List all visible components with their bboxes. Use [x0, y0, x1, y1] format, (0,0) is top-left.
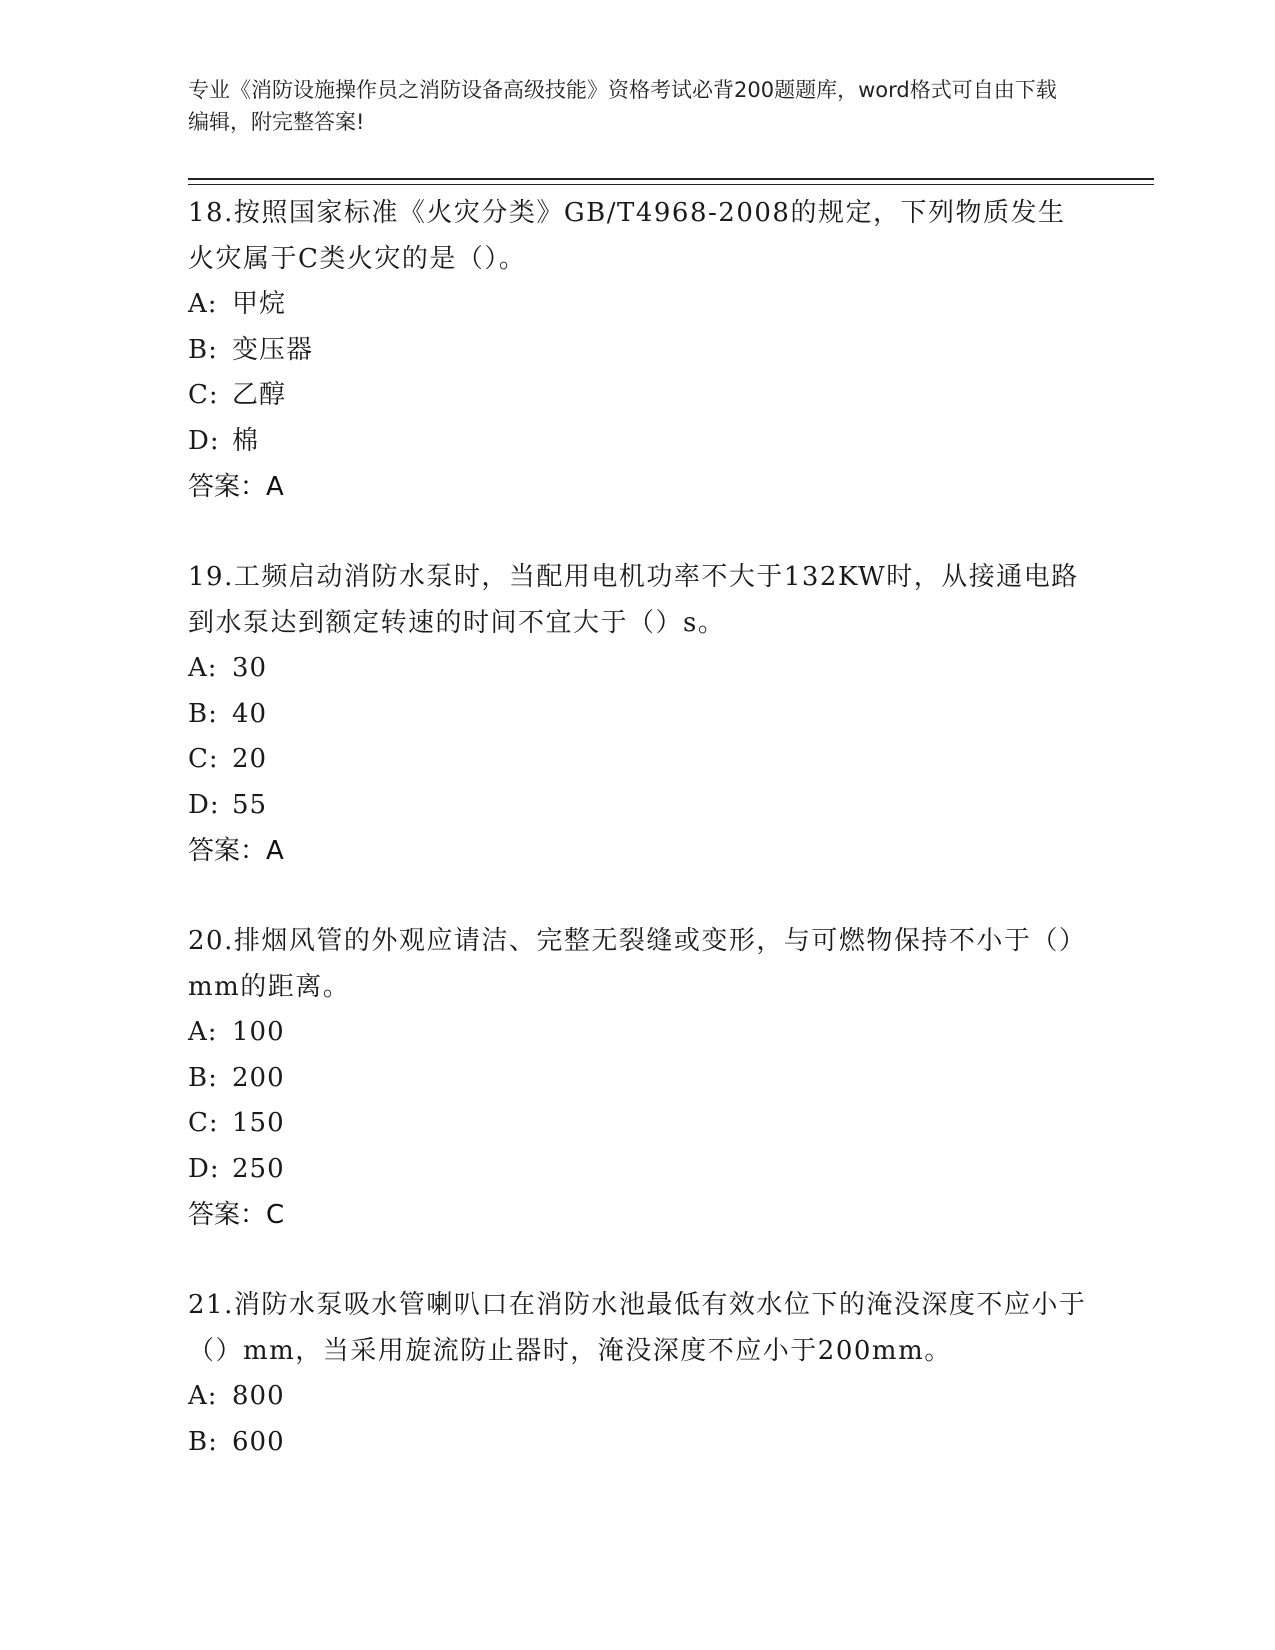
option-text: 30 — [232, 653, 268, 683]
option-text: 150 — [232, 1108, 285, 1138]
question-list — [188, 190, 1088, 1465]
option-a — [188, 282, 1088, 328]
question-stem: 18.按照国家标准《火灾分类》GB/T4968-2008的规定，下列物质发生火灾属于C类火灾的是（）。 — [188, 198, 1066, 274]
option-label: A: — [188, 289, 218, 319]
header-divider-thin — [188, 184, 1154, 185]
question-19 — [188, 554, 1088, 874]
option-label: B: — [188, 698, 218, 729]
option-text: 800 — [232, 1381, 285, 1411]
question-20 — [188, 918, 1088, 1238]
option-d — [188, 1147, 1088, 1193]
option-b — [188, 328, 1088, 374]
option-label: A: — [188, 1381, 218, 1411]
option-label: A: — [188, 1017, 218, 1047]
option-label: D: — [188, 425, 220, 456]
option-text: 600 — [232, 1426, 285, 1457]
option-label: B: — [188, 334, 218, 365]
option-label: C: — [188, 744, 219, 774]
option-text: 甲烷 — [232, 289, 287, 319]
option-c — [188, 1101, 1088, 1147]
option-label: C: — [188, 380, 219, 410]
option-text: 55 — [232, 789, 268, 820]
option-label: B: — [188, 1062, 218, 1093]
option-label: C: — [188, 1108, 219, 1138]
option-a — [188, 1010, 1088, 1056]
option-a — [188, 1374, 1088, 1420]
option-c — [188, 737, 1088, 783]
option-text: 变压器 — [232, 334, 314, 365]
question-stem: 21.消防水泵吸水管喇叭口在消防水池最低有效水位下的淹没深度不应小于（）mm，当采用旋流防止器时，淹没深度不应小于200mm。 — [188, 1290, 1087, 1366]
answer-line: 答案：C — [188, 1200, 285, 1230]
option-label: B: — [188, 1426, 218, 1457]
option-label: A: — [188, 653, 218, 683]
question-18 — [188, 190, 1088, 510]
option-label: D: — [188, 1153, 220, 1184]
option-d — [188, 419, 1088, 465]
option-b — [188, 1420, 1088, 1466]
answer-line: 答案：A — [188, 472, 284, 502]
option-d — [188, 783, 1088, 829]
option-b — [188, 692, 1088, 738]
document-intro: 专业《消防设施操作员之消防设备高级技能》资格考试必背200题题库，word格式可自由下载编辑，附完整答案! — [188, 78, 1057, 134]
option-text: 棉 — [232, 425, 260, 456]
header-divider-thick — [188, 178, 1154, 180]
option-label: D: — [188, 789, 220, 820]
option-text: 乙醇 — [232, 380, 287, 410]
option-text: 200 — [232, 1062, 285, 1093]
option-text: 40 — [232, 698, 268, 729]
option-text: 250 — [232, 1153, 285, 1184]
answer-line: 答案：A — [188, 836, 284, 866]
question-stem: 19.工频启动消防水泵时，当配用电机功率不大于132KW时，从接通电路到水泵达到额定转速的时间不宜大于（）s。 — [188, 562, 1079, 638]
option-text: 20 — [232, 744, 268, 774]
option-a — [188, 646, 1088, 692]
option-c — [188, 373, 1088, 419]
option-b — [188, 1056, 1088, 1102]
question-stem: 20.排烟风管的外观应请洁、完整无裂缝或变形，与可燃物保持不小于（）mm的距离。 — [188, 926, 1087, 1002]
question-21 — [188, 1282, 1088, 1465]
option-text: 100 — [232, 1017, 285, 1047]
